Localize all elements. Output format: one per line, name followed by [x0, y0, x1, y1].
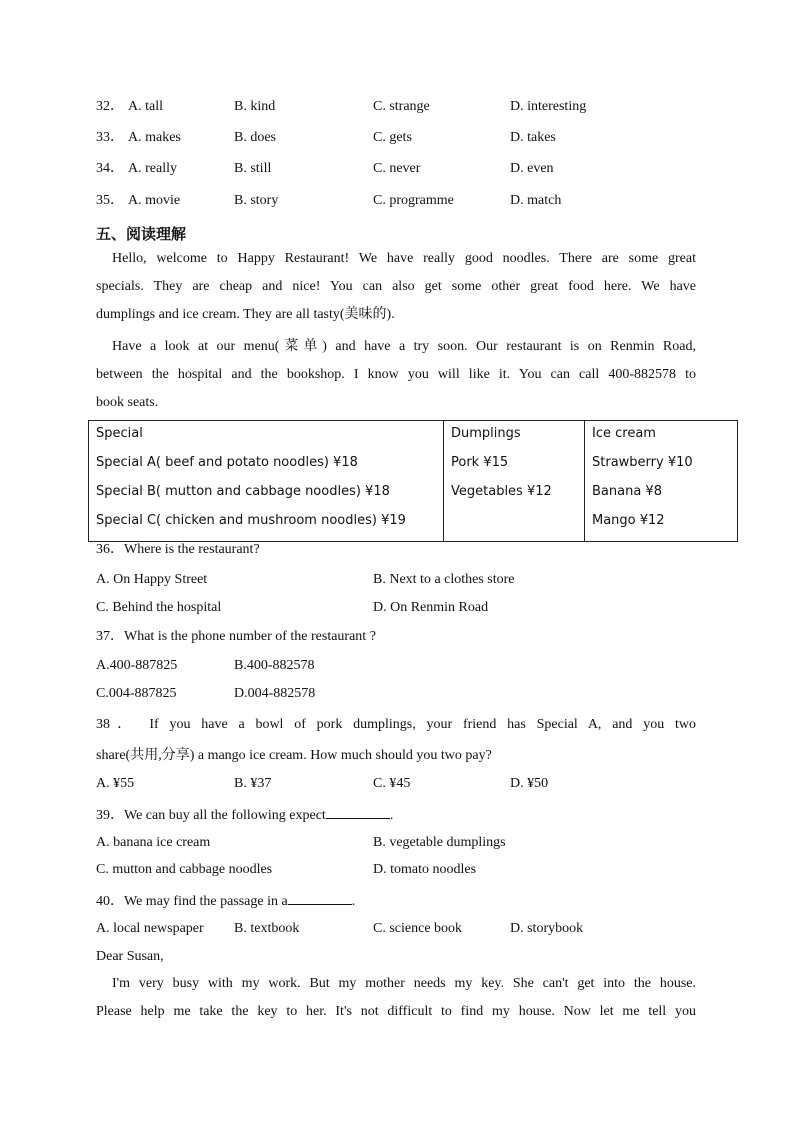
option-c: C. ¥45 [373, 776, 411, 791]
question-stem [96, 890, 355, 911]
passage-paragraph-2 [96, 333, 696, 417]
menu-table [88, 420, 738, 542]
option-c: C. strange [373, 99, 430, 114]
option-number: 33． [96, 130, 124, 145]
icecream-item: Strawberry ¥10 [592, 455, 693, 470]
option-b: B.400-882578 [234, 658, 315, 673]
dumplings-item: Vegetables ¥12 [451, 484, 552, 499]
option-d: D. tomato noodles [373, 862, 477, 877]
option-a: A. local newspaper [96, 921, 204, 936]
icecream-column [585, 421, 738, 542]
option-number: 35． [96, 193, 124, 208]
option-number: 34． [96, 161, 124, 176]
special-header: Special [96, 426, 143, 441]
option-d: D. match [510, 193, 562, 208]
question-stem [96, 709, 696, 771]
special-column [89, 421, 444, 542]
question-stem-end: . [389, 808, 394, 823]
passage-line: Hello, welcome to Happy Restaurant! We have really good noodles. There are some great [112, 251, 696, 266]
special-item: Special B( mutton and cabbage noodles) ¥18 [96, 484, 390, 499]
special-item: Special C( chicken and mushroom noodles) ¥19 [96, 513, 406, 528]
option-a: A. makes [128, 130, 181, 145]
question-stem: 37．What is the phone number of the restaurant ? [96, 629, 376, 644]
option-a: A.400-887825 [96, 658, 178, 673]
question-stem-text: 40．We may find the passage in a [96, 894, 288, 909]
option-b: B. ¥37 [234, 776, 272, 791]
option-c: C.004-887825 [96, 686, 177, 701]
option-c: C. Behind the hospital [96, 600, 222, 615]
option-a: A. banana ice cream [96, 835, 211, 850]
icecream-item: Mango ¥12 [592, 513, 665, 528]
option-b: B. kind [234, 99, 276, 114]
letter-line: I'm very busy with my work. But my mother needs my key. She can't get into the house. [112, 976, 696, 991]
icecream-item: Banana ¥8 [592, 484, 662, 499]
letter-body [96, 970, 696, 1026]
option-a: A. really [128, 161, 177, 176]
option-d: D. ¥50 [510, 776, 549, 791]
icecream-header: Ice cream [592, 426, 656, 441]
passage-line: between the hospital and the bookshop. I know you will like it. You can call 400-882578 to [96, 367, 696, 382]
dumplings-column [444, 421, 585, 542]
option-d: D. takes [510, 130, 556, 145]
special-item: Special A( beef and potato noodles) ¥18 [96, 455, 358, 470]
question-stem-end: . [351, 894, 356, 909]
answer-blank [288, 890, 352, 905]
option-c: C. never [373, 161, 421, 176]
option-c: C. programme [373, 193, 454, 208]
option-d: D. interesting [510, 99, 587, 114]
option-b: B. vegetable dumplings [373, 835, 506, 850]
passage-line: specials. They are cheap and nice! You can also get some other great food here. We have [96, 279, 696, 294]
letter-line: Please help me take the key to her. It's not difficult to find my house. Now let me tell you [96, 1004, 696, 1019]
option-a: A. tall [128, 99, 163, 114]
question-stem-text: 39．We can buy all the following expect [96, 808, 326, 823]
passage-line: book seats. [96, 395, 159, 410]
section-heading: 五、阅读理解 [96, 227, 187, 243]
option-a: A. On Happy Street [96, 572, 208, 587]
dumplings-header: Dumplings [451, 426, 521, 441]
answer-blank [326, 804, 390, 819]
option-d: D.004-882578 [234, 686, 316, 701]
dumplings-item: Pork ¥15 [451, 455, 509, 470]
option-b: B. story [234, 193, 279, 208]
option-b: B. textbook [234, 921, 300, 936]
option-d: D. even [510, 161, 554, 176]
option-number: 32． [96, 99, 124, 114]
option-d: D. On Renmin Road [373, 600, 489, 615]
option-b: B. Next to a clothes store [373, 572, 515, 587]
passage-line: dumplings and ice cream. They are all tasty(美味的). [96, 307, 395, 322]
question-stem [96, 804, 393, 825]
passage-line: Have a look at our menu(菜单) and have a try soon. Our restaurant is on Renmin Road, [112, 339, 696, 354]
option-d: D. storybook [510, 921, 584, 936]
passage-paragraph-1 [96, 245, 696, 329]
option-a: A. movie [128, 193, 181, 208]
option-c: C. mutton and cabbage noodles [96, 862, 273, 877]
question-stem-line: share(共用,分享) a mango ice cream. How much should you two pay? [96, 748, 492, 763]
option-c: C. science book [373, 921, 463, 936]
question-stem-line: 38． If you have a bowl of pork dumplings, your friend has Special A, and you two [96, 717, 696, 732]
letter-greeting: Dear Susan, [96, 949, 164, 964]
option-b: B. does [234, 130, 276, 145]
option-a: A. ¥55 [96, 776, 135, 791]
option-b: B. still [234, 161, 272, 176]
option-c: C. gets [373, 130, 412, 145]
question-stem: 36．Where is the restaurant? [96, 542, 260, 557]
